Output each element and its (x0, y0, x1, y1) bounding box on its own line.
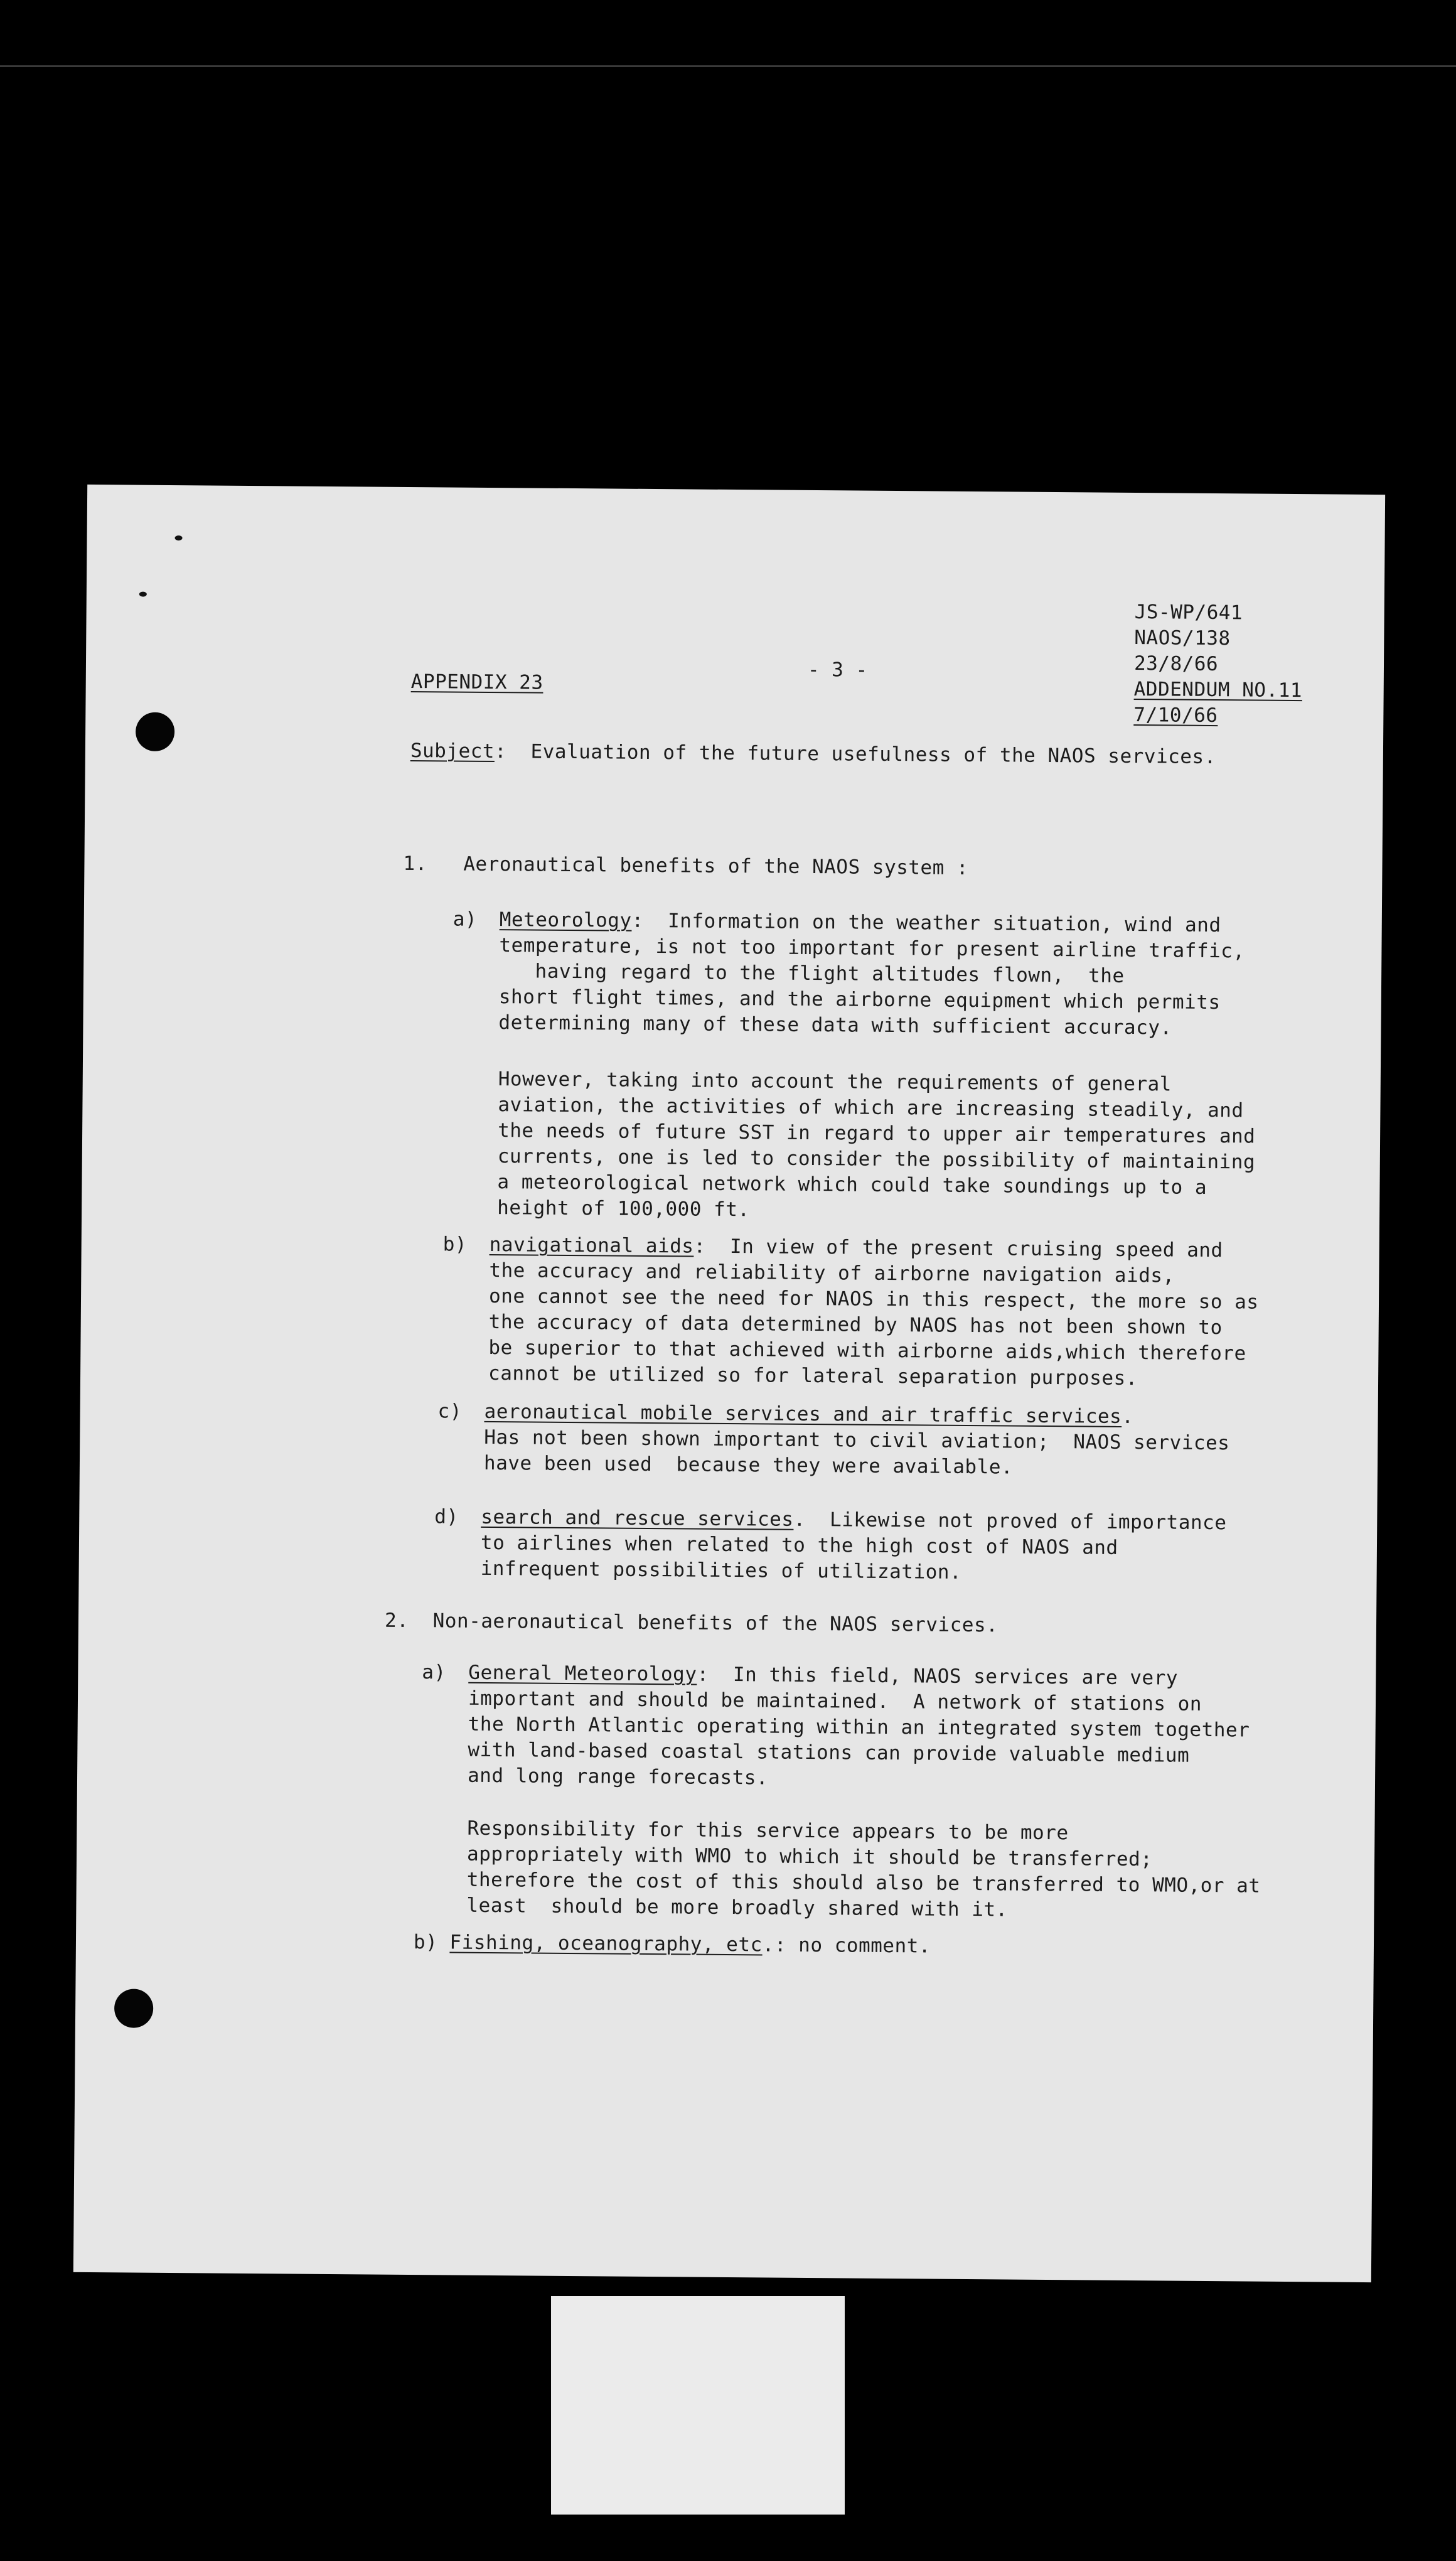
text-line: the needs of future SST in regard to upper air temperatures and (498, 1119, 1256, 1148)
item-letter: c) (437, 1400, 463, 1423)
item-1d-search-rescue (481, 1505, 1227, 1587)
text-line: least should be more broadly shared with it. (466, 1894, 1008, 1921)
text-line: aviation, the activities of which are increasing steadily, and (498, 1093, 1244, 1122)
text-fragment: : In view of the present cruising speed and (693, 1235, 1223, 1262)
page-number: - 3 - (807, 658, 868, 682)
text-line: Responsibility for this service appears to be more (467, 1817, 1069, 1845)
text-fragment: : In this field, NAOS services are very (697, 1663, 1179, 1690)
text-line: therefore the cost of this should also be transferred to WMO,or at (466, 1868, 1261, 1898)
text-line: the North Atlantic operating within an integrated system together (468, 1712, 1250, 1742)
subject-line (410, 738, 1216, 770)
text-line: one cannot see the need for NAOS in this respect, the more so as (488, 1284, 1259, 1314)
text-fragment: . (1121, 1405, 1134, 1429)
text-fragment: : Information on the weather situation, wind and (631, 909, 1221, 937)
item-title: aeronautical mobile services and air traffic services (484, 1400, 1122, 1428)
subject-label: Subject (410, 739, 495, 763)
item-1c-mobile-services (484, 1399, 1230, 1482)
text-line: and long range forecasts. (467, 1764, 769, 1790)
text-line: height of 100,000 ft. (497, 1196, 750, 1221)
subject-text: : Evaluation of the future usefulness of the NAOS services. (494, 740, 1216, 769)
document-page (73, 485, 1385, 2282)
text-line: cannot be utilized so for lateral separation purposes. (488, 1361, 1138, 1390)
appendix-label: APPENDIX 23 (410, 670, 543, 694)
item-title: search and rescue services (481, 1505, 794, 1531)
punch-hole (136, 712, 174, 751)
text-line: have been used because they were available. (483, 1451, 1014, 1479)
text-line: temperature, is not too important for present airline traffic, (499, 934, 1245, 963)
item-letter: b) (442, 1233, 468, 1256)
item-2a-paragraph-2 (466, 1816, 1261, 1925)
reference-line: NAOS/138 (1134, 626, 1231, 650)
text-line: Has not been shown important to civil aviation; NAOS services (484, 1425, 1230, 1455)
item-letter: a) (422, 1661, 446, 1684)
text-line: However, taking into account the requirements of general (498, 1068, 1172, 1096)
text-line: having regard to the flight altitudes flown, the (499, 960, 1125, 987)
text-line: the accuracy of data determined by NAOS has not been shown to (488, 1310, 1223, 1340)
item-2a-general-meteorology (468, 1660, 1250, 1795)
text-line: currents, one is led to consider the possibility of maintaining (497, 1145, 1256, 1174)
text-line: short flight times, and the airborne equipment which permits (498, 985, 1221, 1014)
section-title: Aeronautical benefits of the NAOS system : (463, 852, 969, 879)
item-1a-meteorology (498, 907, 1245, 1041)
item-letter: b) (413, 1931, 438, 1954)
blank-target-slip (551, 2296, 845, 2515)
ink-speck (175, 535, 183, 540)
text-line: infrequent possibilities of utilization. (480, 1557, 962, 1584)
item-letter: d) (434, 1505, 459, 1528)
text-fragment: . Likewise not proved of importance (793, 1508, 1227, 1535)
section-title: Non-aeronautical benefits of the NAOS services. (432, 1609, 998, 1637)
punch-hole (114, 1989, 153, 2027)
text-line: be superior to that achieved with airborne aids,which therefore (488, 1336, 1246, 1365)
text-line: a meteorological network which could take soundings up to a (497, 1171, 1207, 1199)
ink-speck (139, 592, 147, 597)
item-title: Fishing, oceanography, etc (449, 1931, 763, 1957)
text-line: the accuracy and reliability of airborne navigation aids, (489, 1259, 1175, 1287)
text-fragment: .: no comment. (762, 1933, 931, 1958)
reference-block (1133, 599, 1303, 729)
item-letter: a) (452, 908, 478, 931)
item-2b-fishing (414, 1930, 931, 1959)
item-title: Meteorology (499, 908, 632, 932)
reference-line: JS-WP/641 (1134, 601, 1243, 625)
section-number: 1. (403, 852, 427, 876)
reference-line: ADDENDUM NO.11 (1133, 678, 1303, 702)
text-line: determining many of these data with sufficient accuracy. (498, 1011, 1172, 1039)
section-2-heading (385, 1608, 998, 1639)
item-title: navigational aids (489, 1233, 694, 1258)
item-1a-paragraph-2 (497, 1066, 1256, 1227)
item-title: General Meteorology (468, 1661, 697, 1686)
text-line: to airlines when related to the high cost of NAOS and (480, 1531, 1118, 1559)
text-line: important and should be maintained. A network of stations on (468, 1687, 1202, 1715)
item-1b-navigational-aids (488, 1232, 1259, 1393)
reference-line: 7/10/66 (1133, 704, 1218, 727)
text-line: appropriately with WMO to which it should be transferred; (466, 1842, 1153, 1871)
text-line: with land-based coastal stations can provide valuable medium (468, 1738, 1190, 1767)
section-1-heading (403, 851, 968, 881)
section-number: 2. (384, 1609, 409, 1633)
reference-line: 23/8/66 (1133, 652, 1219, 676)
film-edge-line (0, 65, 1456, 67)
